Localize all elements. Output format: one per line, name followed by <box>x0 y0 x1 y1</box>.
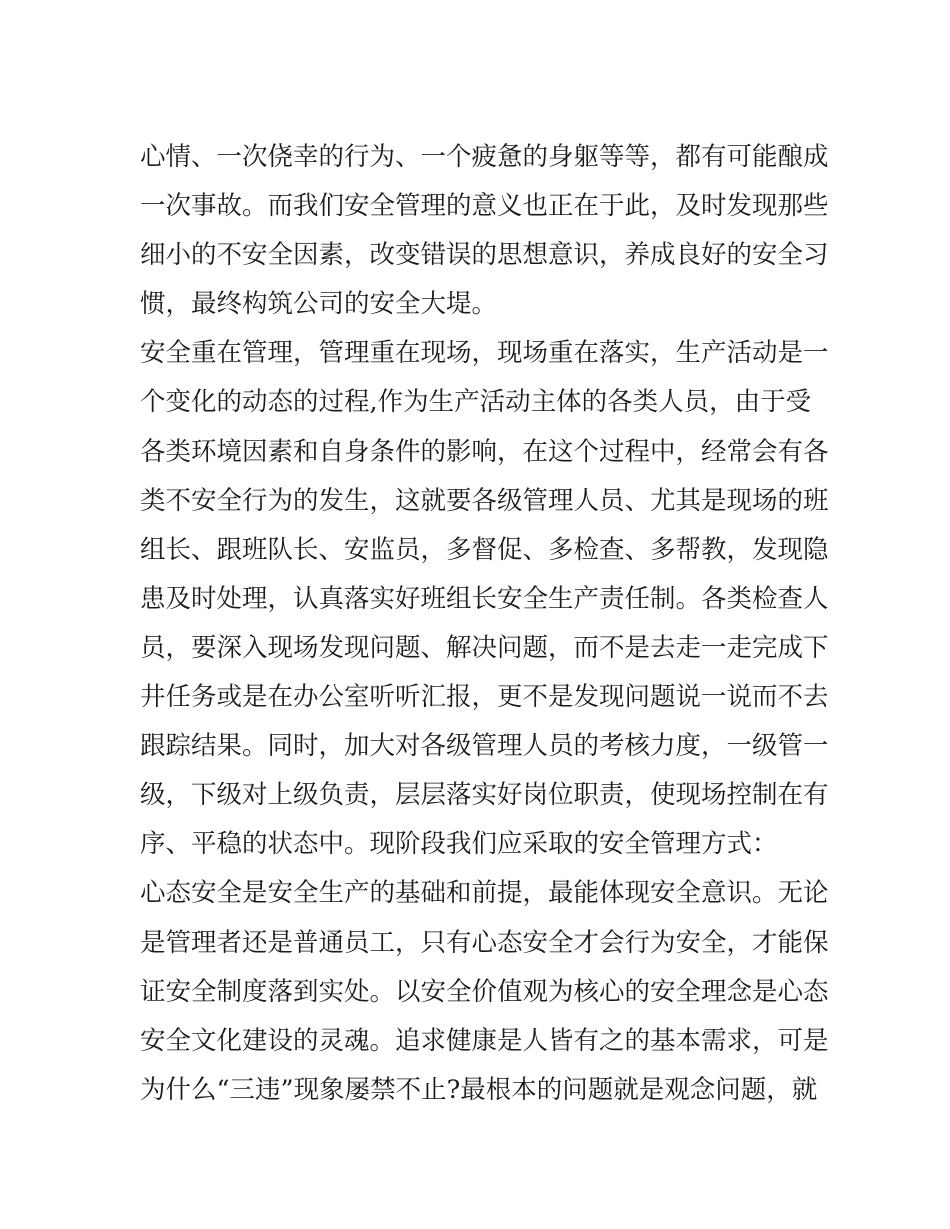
body-text <box>140 133 829 1115</box>
text-line: 个变化的动态的过程,作为生产活动主体的各类人员，由于受 <box>140 387 812 418</box>
text-line: 跟踪结果。同时，加大对各级管理人员的考核力度，一级管一 <box>140 731 829 762</box>
text-line: 各类环境因素和自身条件的影响，在这个过程中，经常会有各 <box>140 436 829 467</box>
text-line: 证安全制度落到实处。以安全价值观为核心的安全理念是心态 <box>140 976 829 1007</box>
text-line: 序、平稳的状态中。现阶段我们应采取的安全管理方式： <box>140 829 778 860</box>
text-line: 心态安全是安全生产的基础和前提，最能体现安全意识。无论 <box>140 878 829 909</box>
text-line: 惯，最终构筑公司的安全大堤。 <box>140 289 498 320</box>
text-line: 一次事故。而我们安全管理的意义也正在于此，及时发现那些 <box>140 191 829 222</box>
text-line: 细小的不安全因素，改变错误的思想意识，养成良好的安全习 <box>140 240 829 271</box>
text-line: 是管理者还是普通员工，只有心态安全才会行为安全，才能保 <box>140 927 829 958</box>
text-line: 级，下级对上级负责，层层落实好岗位职责，使现场控制在有 <box>140 780 829 811</box>
text-line: 患及时处理，认真落实好班组长安全生产责任制。各类检查人 <box>140 583 829 614</box>
text-line: 井任务或是在办公室听听汇报，更不是发现问题说一说而不去 <box>140 682 829 713</box>
text-line: 组长、跟班队长、安监员，多督促、多检查、多帮教，发现隐 <box>140 534 829 565</box>
text-line: 心情、一次侥幸的行为、一个疲惫的身躯等等，都有可能酿成 <box>140 142 829 172</box>
text-line: 类不安全行为的发生，这就要各级管理人员、尤其是现场的班 <box>140 485 829 516</box>
text-line: 安全文化建设的灵魂。追求健康是人皆有之的基本需求，可是 <box>140 1025 829 1056</box>
text-line: 安全重在管理，管理重在现场，现场重在落实，生产活动是一 <box>140 338 829 369</box>
text-line: 为什么“三违”现象屡禁不止?最根本的问题就是观念问题，就 <box>140 1074 818 1105</box>
text-line: 员，要深入现场发现问题、解决问题，而不是去走一走完成下 <box>140 632 829 663</box>
